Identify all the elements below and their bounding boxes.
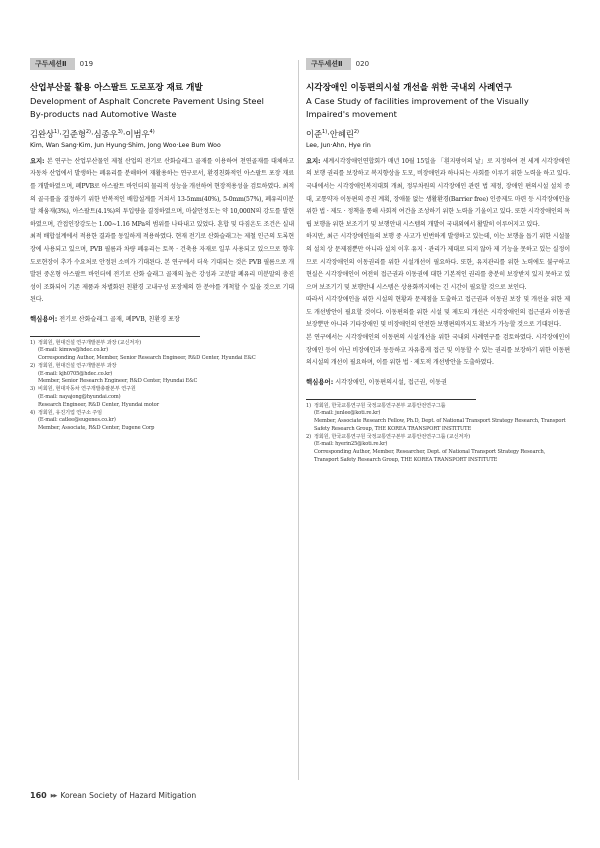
session-header xyxy=(306,58,570,70)
page-number: 160 xyxy=(30,791,47,800)
author-mark: 4) xyxy=(149,129,155,135)
session-number: 020 xyxy=(355,60,370,68)
author-name: 이범우 xyxy=(125,128,150,139)
author-sep: · xyxy=(327,128,330,139)
keywords-text: 전기로 산화슬래그 골재, 폐PVB, 친환경 포장 xyxy=(59,315,180,323)
footnote: 2) 정회원, 현대건설 연구개발본부 과장 (E-mail: kjh0705@hdec.co.kr) Member, Senior Research Engineer, R&D Center, Hyundai E&C xyxy=(30,363,198,385)
authors-english: Lee, Jun·Ahn, Hye rin xyxy=(306,141,371,149)
author-name: 이준 xyxy=(306,128,323,139)
title-english-line-2: Impaired's movement xyxy=(306,108,397,119)
column-divider xyxy=(298,60,299,780)
keywords-text: 시각장애인, 이동편의시설, 접근권, 이동권 xyxy=(335,378,447,386)
author-mark: 3) xyxy=(117,129,123,135)
footnote: 4) 정회원, 유진기업 연구소 주임 (E-mail: catlee@eugenes.co.kr) Member, Associate, R&D Center, Eugene Corp xyxy=(30,409,155,431)
author-name: 김준형 xyxy=(61,128,86,139)
keywords xyxy=(30,313,294,326)
keywords-label: 핵심용어: xyxy=(306,377,334,386)
footnote: 1) 정회원, 한국교통연구원 국정교통연구본부 교통안전연구그룹 (E-mail: junlee@koti.re.kr) Member, Associate Research Fellow, Ph.D, Dept. of National Transport Strategy Research, Transport Safety Research Group, THE KOREA TRANSPORT INSTITUTE xyxy=(306,402,566,432)
authors-korean xyxy=(306,126,570,140)
keywords-label: 핵심용어: xyxy=(30,314,58,323)
author-name: 김완상 xyxy=(30,128,55,139)
left-article xyxy=(30,58,294,433)
abstract-paragraph-4: 본 연구에서는 시각장애인의 이동편의 시설개선을 위한 국내외 사례연구를 검토하였다. 시각장애인이 장애인 등이 아닌 비장애인과 동등하고 자유롭게 접근 및 이동할 수 있는 권리를 보장하기 위한 이동편의시설의 개선이 필요하며, 이를 위한 법 · 제도적 개선방안을 도출하였다. xyxy=(306,334,570,367)
author-mark: 1) xyxy=(54,129,60,135)
abstract-paragraph-1: 세계시각장애인연합회가 매년 10월 15일을 「흰지팡이의 날」로 지정하여 전 세계 시각장애인의 보행 권리를 보장하고 복지향상을 도모, 비장애인과 하나되는 사회를 이루기 위한 노력을 하고 있다. 국내에서는 시각장애인복지대회 개최, 정부차원의 시각장애인 관련 법 제정, 장애인 편의시설 설치 증대, 교통약자 이동편의 증진 계획, 장애물 없는 생활환경(Barrier free) 인증제도 마련 등 시각장애인을 위한 법 · 제도 · 정책을 통해 사회적 여건을 조성하기 위한 노력을 기울이고 있다. 또한 시각장애인의 독립 보행을 위한 보조기기 및 보행안내 시스템의 개발이 국내외에서 활발히 이루어지고 있다. xyxy=(306,157,570,228)
footnote-rule xyxy=(30,336,200,337)
session-header xyxy=(30,58,294,70)
title-korean: 산업부산물 활용 아스팔트 도로포장 재료 개발 xyxy=(30,83,203,93)
page-footer xyxy=(30,791,196,800)
society-name: Korean Society of Hazard Mitigation xyxy=(60,791,197,800)
footnote-rule xyxy=(306,399,476,400)
authors-english: Kim, Wan Sang·Kim, Jun Hyung·Shim, Jong Woo·Lee Bum Woo xyxy=(30,141,221,149)
abstract-text: 본 연구는 산업부산물인 제철 산업의 전기로 산화슬래그 골재를 이용하여 천연골재를 대체하고 자동차 산업에서 발생하는 폐유리를 분해하여 재활용하는 연구로서, 환경친화적인 아스팔트 포장 재료를 개발하였으며, 폐PVB로 아스팔트 바인더의 물리적 성능을 개선하여 현장적용성을 검토하였다. 최적의 골극률을 결정하기 위한 반복적인 배합설계를 거쳐서 13-5mm(40%), 5-0mm(57%), 폐유리미분말 채움재(3%), 아스팔트(4.1%)의 투입량을 결정하였으며, 마샬안정도는 약 10,000N의 강도를 발현하였으며, 간접인장강도는 1.00~1.16 MPa의 범위를 나타내고 있었다. 혼합 및 다짐온도 조건은 실내 최적 배합설계에서 적용한 결과를 동일하게 적용하였다. 현재 전기로 산화슬래그는 제철 인근의 도록현장에 사용되고 있으며, PVB 필름과 차량 폐유리는 토목 · 건축용 자재로 일부 사용되고 있으므로 향후 도로현장이 추가 수요처로 안정된 소비가 기대된다. 본 연구에서 더욱 기대되는 것은 PVB 필름으로 개발된 중온형 아스팔트 바인더에 전기로 산화 슬래그 골재의 높은 강성과 고분말 폐유리 미분말의 충진성이 조화되어 기존 제품과 차별화된 친환경 고내구성 포장체의 한 분야를 개척할 수 있을 것으로 기대된다. xyxy=(30,157,294,304)
session-label: 구두세션Ⅱ xyxy=(306,58,351,70)
session-label: 구두세션Ⅱ xyxy=(30,58,75,70)
title-english-line-1: A Case Study of facilities improvement of the Visually xyxy=(306,96,529,106)
footnote: 1) 정회원, 현대건설 연구개발본부 과장 (교신저자) (E-mail: kimws@hdec.co.kr) Corresponding Author, Member, Senior Research Engineer, R&D Center, Hyundai E&C xyxy=(30,339,256,362)
authors-korean xyxy=(30,126,294,140)
author-mark: 2) xyxy=(85,129,92,135)
title-english-line-1: Development of Asphalt Concrete Pavement Using Steel xyxy=(30,96,264,106)
author-name: 안혜린 xyxy=(329,128,354,139)
author-sep: · xyxy=(91,128,94,139)
keywords xyxy=(306,376,570,389)
abstract xyxy=(306,155,570,370)
author-name: 심종우 xyxy=(93,128,118,139)
author-mark: 2) xyxy=(353,129,359,135)
abstract xyxy=(30,155,294,307)
author-mark: 1) xyxy=(322,129,328,135)
footnote: 3) 비회원, 현대자동차 연구개발총괄본부 연구원 (E-mail: nayajong@hyundai.com) Research Engineer, R&D Center, Hyundai motor xyxy=(30,386,159,408)
double-arrow-icon: ▶▶ xyxy=(50,792,57,799)
footnote: 2) 정회원, 한국교통연구원 국정교통연구본부 교통안전연구그룹 (교신저자) (E-mail: hyerin25@koti.re.kr) Corresponding Author, Member, Researcher, Dept. of National Transport Strategy Research, Transport Safety Research Group, THE KOREA TRANSPORT INSTITUTE xyxy=(306,433,546,463)
right-article xyxy=(306,58,570,465)
session-number: 019 xyxy=(79,60,94,68)
abstract-paragraph-2: 하지만, 최근 시각장애인들의 보행 중 사고가 빈번하게 발생하고 있는데, 이는 보행을 돕기 위한 시설물의 설치 상 문제점뿐만 아니라 설치 이후 유지 · 관리가 제대로 되지 않아 제 기능을 못하고 있는 실정이므로 시각장애인의 이동권리를 위한 시설개선이 필요하다. 또한, 유지관리를 위한 노력에도 불구하고 현실은 시각장애인이 여전히 접근권과 이동권에 대한 기본적인 권리를 충분히 보장받지 있지 못하고 있으며 보조기기 및 보행안내 시스템은 상용화까지에는 긴 시간이 필요할 것으로 보인다. xyxy=(306,233,570,291)
abstract-paragraph-3: 따라서 시각장애인을 위한 시설의 현황과 문제점을 도출하고 접근권과 이동권 보장 및 개선을 위한 제도 개선방안이 필요할 것이다. 이동편의를 위한 시설 및 제도의 개선은 시각장애인의 접근권과 이동권 보장뿐만 아니라 기타장애인 및 비장애인의 안전한 보행편의까지도 확보가 가능할 것으로 기대된다. xyxy=(306,296,570,329)
abstract-label: 요지: xyxy=(306,156,321,165)
title-korean: 시각장애인 이동편의시설 개선을 위한 국내외 사례연구 xyxy=(306,83,512,93)
abstract-label: 요지: xyxy=(30,156,45,165)
author-sep: · xyxy=(59,128,62,139)
title-english-line-2: By-products nad Automotive Waste xyxy=(30,108,177,119)
author-sep: · xyxy=(122,128,126,139)
footnotes xyxy=(306,403,570,464)
footnotes xyxy=(30,340,294,433)
